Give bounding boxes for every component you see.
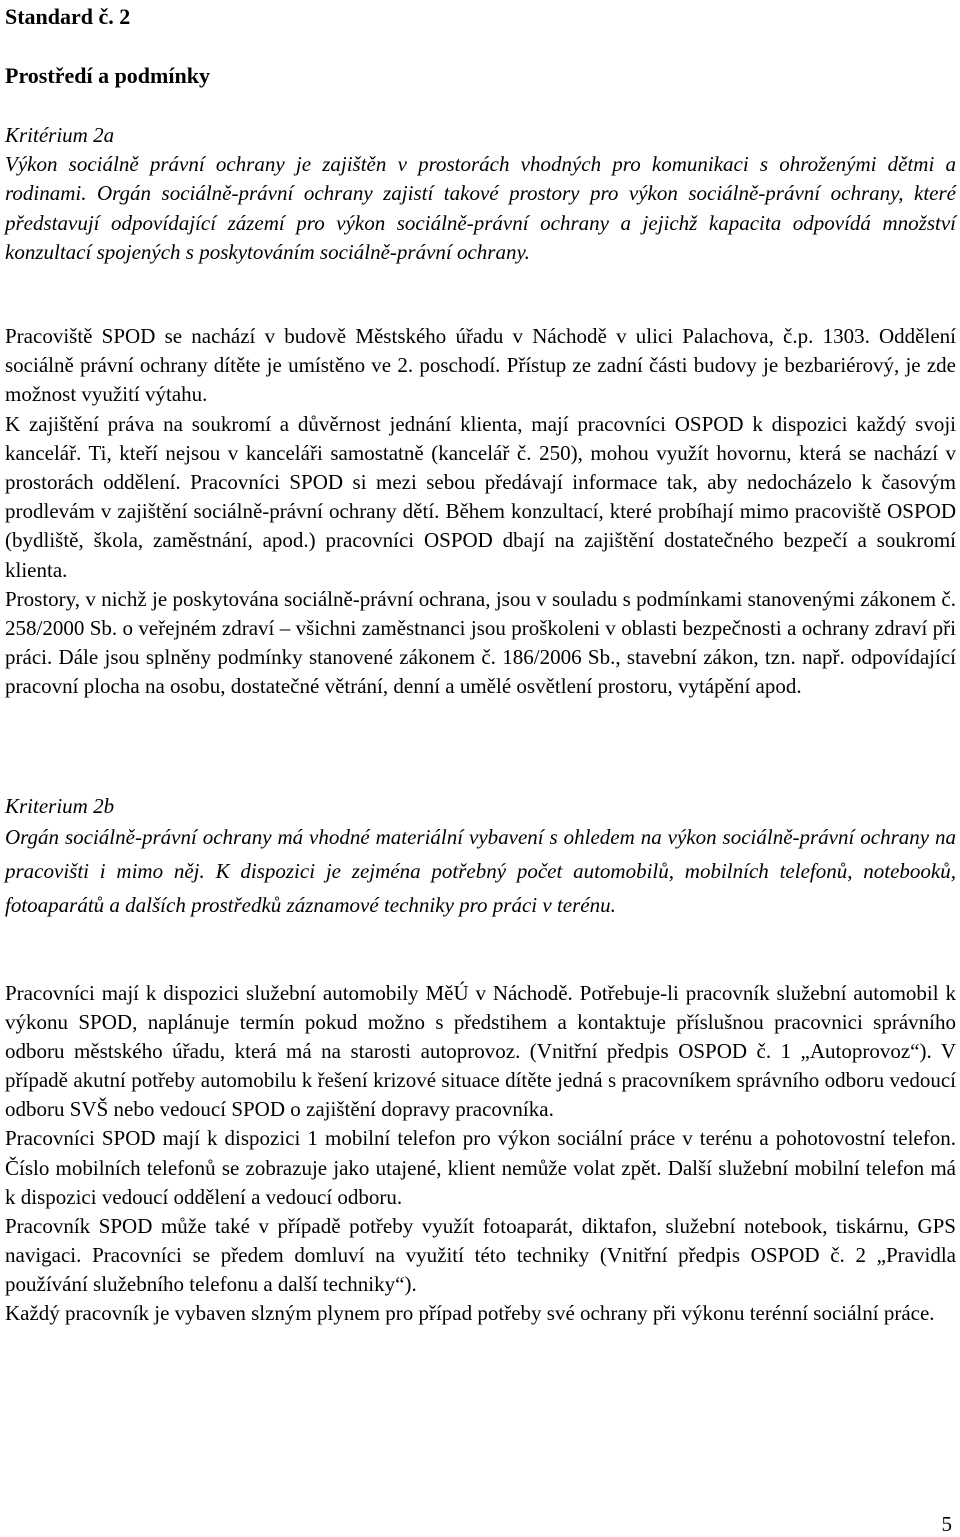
criterion-2b-label: Kriterium 2b bbox=[5, 794, 115, 818]
page-number: 5 bbox=[941, 1512, 952, 1536]
section-2-paragraph: Pracovníci SPOD mají k dispozici 1 mobilní telefon pro výkon sociální práce v terénu a pohotovostní telefon. Číslo mobilních telefonů se zobrazuje jako utajené, klient nemůže volat zpět. Další služební mobilní telefon má k dispozici vedoucí oddělení a vedoucí odboru. bbox=[5, 1126, 956, 1209]
criterion-2a-label: Kritérium 2a bbox=[5, 123, 115, 147]
section-1-paragraph: Prostory, v nichž je poskytována sociálně-právní ochrana, jsou v souladu s podmínkami stanovenými zákonem č. 258/2000 Sb. o veřejném zdraví – všichni zaměstnanci jsou proškoleni v oblasti bezpečnosti a ochrany zdraví při práci. Dále jsou splněny podmínky stanovené zákonem č. 186/2006 Sb., stavební zákon, tzn. např. odpovídající pracovní plocha na osobu, dostatečné větrání, denní a umělé osvětlení prostoru, vytápění apod. bbox=[5, 586, 956, 699]
section-2-paragraph: Každý pracovník je vybaven slzným plynem pro případ potřeby své ochrany při výkonu terénní sociální práce. bbox=[5, 1301, 935, 1326]
criterion-2b-block bbox=[5, 821, 956, 922]
standard-title: Standard č. 2 bbox=[5, 4, 131, 29]
section-title: Prostředí a podmínky bbox=[5, 63, 210, 88]
criterion-2a-text: Výkon sociálně právní ochrany je zajištěn v prostorách vhodných pro komunikaci s ohroženými dětmi a rodinami. Orgán sociálně-právní ochrany zajistí takové prostory pro výkon sociálně-právní ochrany, které představují odpovídající zázemí pro výkon sociálně-právní ochrany a jejichž kapacita odpovídá množství konzultací spojených s poskytováním sociálně-právní ochrany. bbox=[5, 152, 956, 265]
section-1-block bbox=[5, 322, 956, 702]
section-2-block bbox=[5, 979, 956, 1328]
section-2-paragraph: Pracovník SPOD může také v případě potřeby využít fotoaparát, diktafon, služební notebook, tiskárnu, GPS navigaci. Pracovníci se předem domluví na využití této techniky (Vnitřní předpis OSPOD č. 2 „Pravidla používání služebního telefonu a další techniky“). bbox=[5, 1213, 956, 1296]
section-1-paragraph: Pracoviště SPOD se nachází v budově Městského úřadu v Náchodě v ulici Palachova, č.p. 1303. Oddělení sociálně právní ochrany dítěte je umístěno ve 2. poschodí. Přístup ze zadní části budovy je bezbariérový, je zde možnost využití výtahu. bbox=[5, 324, 956, 407]
document-page bbox=[5, 0, 956, 1537]
criterion-2a-block bbox=[5, 150, 956, 268]
section-2-paragraph: Pracovníci mají k dispozici služební automobily MěÚ v Náchodě. Potřebuje-li pracovník služební automobil k výkonu SPOD, naplánuje termín pokud možno s předstihem a kontaktuje příslušnou pracovnici správního odboru městského úřadu, která má na starosti autoprovoz. (Vnitřní předpis OSPOD č. 1 „Autoprovoz“). V případě akutní potřeby automobilu k řešení krizové situace dítěte jedná s pracovníkem správního odboru vedoucí odboru SVŠ nebo vedoucí SPOD o zajištění dopravy pracovníka. bbox=[5, 981, 956, 1122]
criterion-2b-text: Orgán sociálně-právní ochrany má vhodné materiální vybavení s ohledem na výkon sociálně-právní ochrany na pracovišti i mimo něj. K dispozici je zejména potřebný počet automobilů, mobilních telefonů, notebooků, fotoaparátů a dalších prostředků záznamové techniky pro práci v terénu. bbox=[5, 825, 956, 917]
section-1-paragraph: K zajištění práva na soukromí a důvěrnost jednání klienta, mají pracovníci OSPOD k dispozici každý svoji kancelář. Ti, kteří nejsou v kanceláři samostatně (kancelář č. 250), mohou využít hovornu, která se nachází v prostorách oddělení. Pracovníci SPOD si mezi sebou předávají informace tak, aby nedocházelo k časovým prodlevám v zajištění sociálně-právní ochrany dětí. Během konzultací, které probíhají mimo pracoviště OSPOD (bydliště, škola, zaměstnání, apod.) pracovníci OSPOD dbají na zajištění dostatečného bezpečí a soukromí klienta. bbox=[5, 411, 956, 582]
